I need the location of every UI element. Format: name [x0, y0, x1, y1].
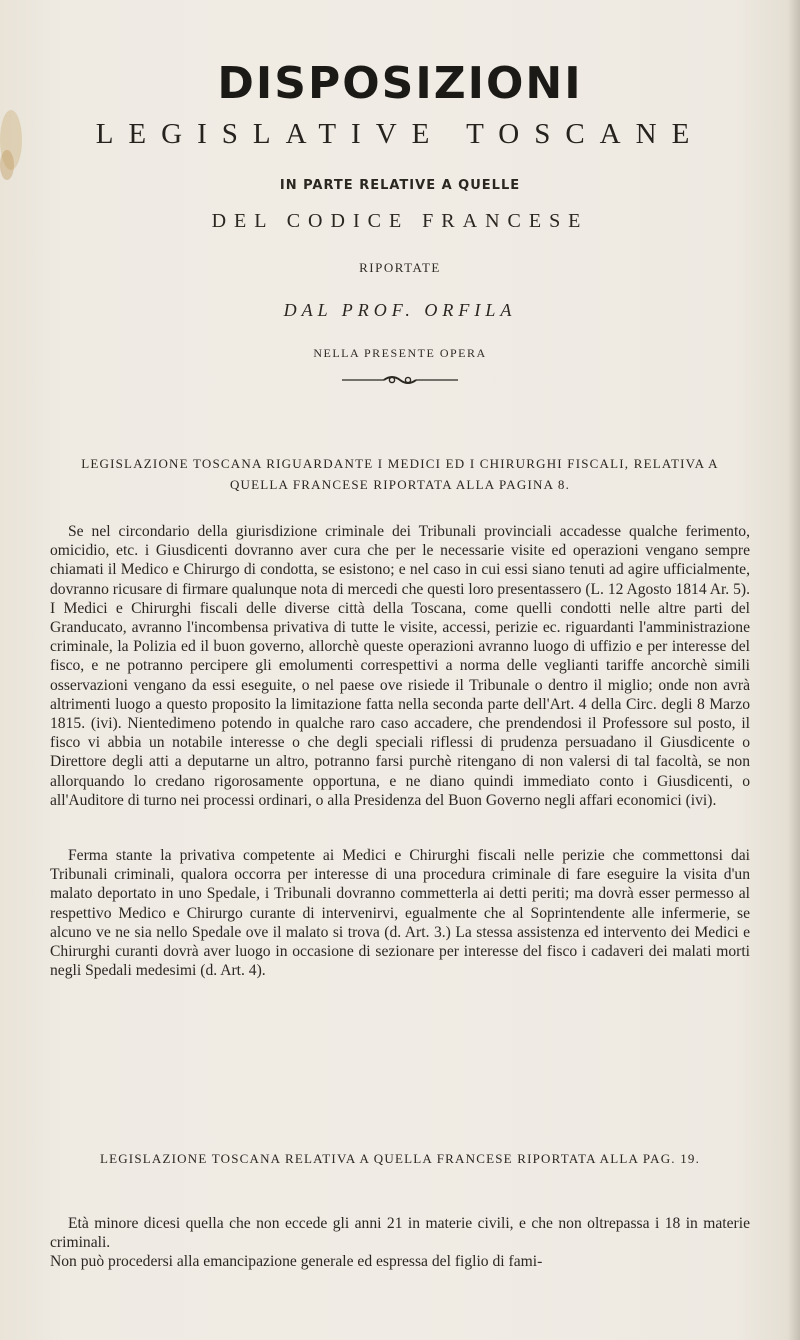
subtitle-line-2: DEL CODICE FRANCESE [211, 210, 589, 232]
subtitle-line-5: NELLA PRESENTE OPERA [313, 346, 487, 360]
paper-stain [0, 150, 14, 180]
section-heading: LEGISLAZIONE TOSCANA RIGUARDANTE I MEDICI ED I CHIRURGHI FISCALI, RELATIVA A QUELLA FRANCESE RIPORTATA ALLA PAGINA 8. [81, 456, 719, 492]
section-paragraph: Età minore dicesi quella che non eccede gli anni 21 in materie civili, e che non oltrepassa i 18 in materie criminali. [50, 1215, 750, 1252]
section-paragraph: Se nel circondario della giurisdizione criminale dei Tribunali provinciali accadesse qualche ferimento, omicidio, etc. i Giusdicenti dovranno aver cura che per le necessarie visite ed operazioni vengano sempre chiamati il Medico e Chirurgo di condotta, se esistono; e nel caso in cui essi siano tenuti ad agire ufficialmente, dovranno ricusare di firmare qualunque nota di mercedi che questi loro presentassero (L. 12 Agosto 1814 Ar. 5). I Medici e Chirurghi fiscali delle diverse città della Toscana, come quelli condotti nelle altre parti del Granducato, avranno l'incombensa privativa di tutte le visite, accessi, perizie ec. riguardanti l'amministrazione criminale, la Polizia ed il buon governo, allorchè queste operazioni avranno luogo di uffizio e per interesse del fisco, e ne potranno percipere gli emolumenti correspettivi a norma delle veglianti tariffe ancorchè simili osservazioni vengano da essi eseguite, o nel paese ove risiede il Tribunale o dentro il miglio; onde non avrà altrimenti luogo a questo proposito la limitazione fatta nella seconda parte dell'Art. 4 della Circ. degli 8 Marzo 1815. (ivi). Nientedimeno potendo in qualche raro caso accadere, che prendendosi il Professore sul posto, il fisco vi abbia un notabile interesse o che degli speciali riflessi di prudenza persuadano il Giusdicente o Direttore degli atti a deputarne un altro, potranno farsi purchè ritengano di non valersi di tal facoltà, se non allorquando lo credano rigorosamente opportuna, e ne diano quindi immediato conto i Giusdicenti, o all'Auditore di turno nei processi ordinari, o alla Presidenza del Buon Governo negli affari economici (ivi). [50, 523, 750, 809]
section-paragraph: Ferma stante la privativa competente ai Medici e Chirurghi fiscali nelle perizie che commettonsi dai Tribunali criminali, qualora occorra per interesse di una procedura criminale di fare eseguire la visita d'un malato deportato in uno Spedale, i Tribunali dovranno commetterla ai detti periti; ma dovrà esser permesso al respettivo Medico e Chirurgo curante di intervenirvi, egualmente che al Soprintendente alle infermerie, se alcuno ve ne sia nello Spedale ove il malato si trova (d. Art. 3.) La stessa assistenza ed intervento dei Medici e Chirurghi curanti dovrà aver luogo in occasione di sezionare per interesse del fisco i cadaveri dei malati morti negli Spedali medesimi (d. Art. 4). [50, 847, 750, 980]
section-heading: LEGISLAZIONE TOSCANA RELATIVA A QUELLA FRANCESE RIPORTATA ALLA PAG. 19. [99, 1151, 701, 1166]
title-sub: LEGISLATIVE TOSCANE [95, 118, 705, 150]
subtitle-line-1: IN PARTE RELATIVE A QUELLE [279, 178, 521, 193]
subtitle-line-3: RIPORTATE [359, 260, 441, 275]
subtitle-line-4: DAL PROF. ORFILA [283, 300, 517, 320]
ornament-divider [340, 372, 460, 388]
title-main: DISPOSIZIONI [217, 58, 583, 109]
page-edge-shadow [788, 0, 800, 1340]
section-paragraph: Non può procedersi alla emancipazione generale ed espressa del figlio di fami- [50, 1253, 543, 1270]
